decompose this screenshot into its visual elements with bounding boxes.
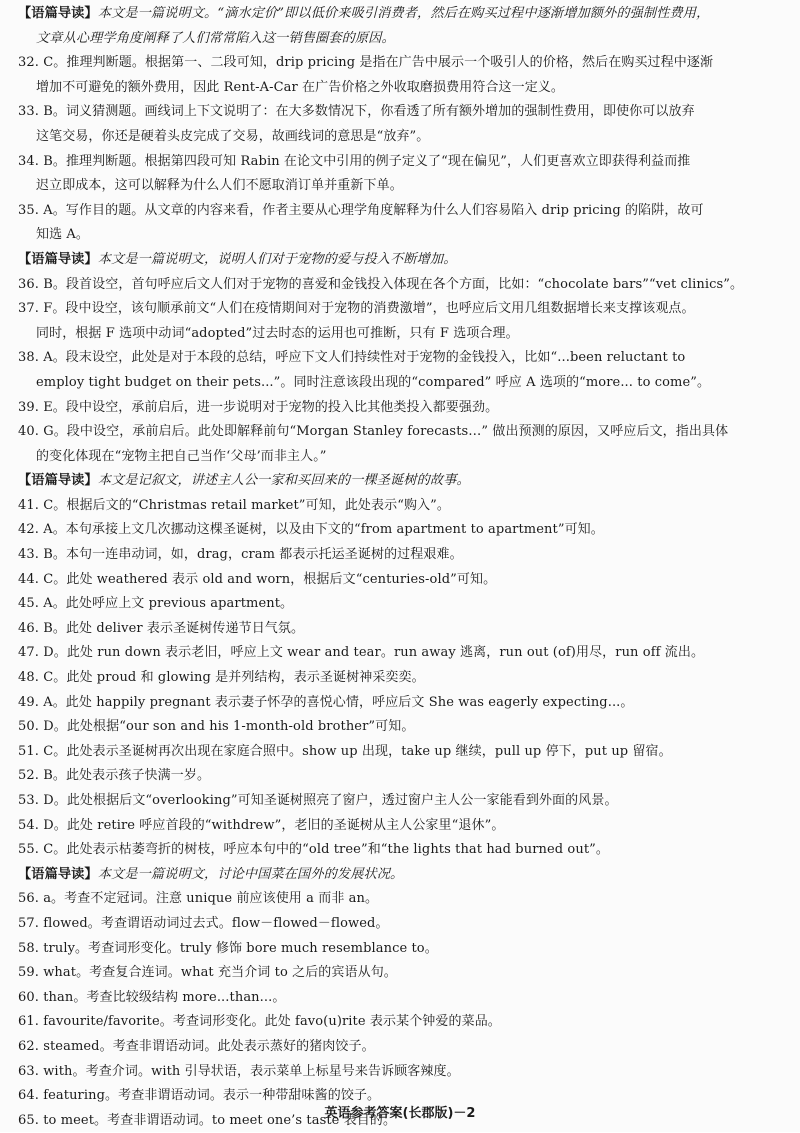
answer-item-line: 36. B。段首设空，首句呼应后文人们对于宠物的喜爱和金钱投入体现在各个方面，比如：“chocolate bars”“vet clinics”。 <box>18 276 744 292</box>
answer-item-line: 38. A。段末设空，此处是对于本段的总结，呼应下文人们持续性对于宠物的金钱投入，比如“...been reluctant to <box>18 350 686 366</box>
answer-continuation-line: 这笔交易，你还是硬着头皮完成了交易，故画线词的意思是“放弃”。 <box>36 128 430 144</box>
answer-item-line: 39. E。段中设空，承前启后，进一步说明对于宠物的投入比其他类投入都要强劲。 <box>18 399 499 415</box>
answer-item-line: 55. C。此处表示枯萎弯折的树枝，呼应本句中的“old tree”和“the lights that had burned out”。 <box>18 842 609 858</box>
answer-item-line: 58. truly。考查词形变化。truly 修饰 bore much resemblance to。 <box>18 940 438 956</box>
passage-guide-tag: 【语篇导读】 <box>18 473 98 489</box>
passage-guide-line <box>18 863 790 888</box>
page-footer: 英语参考答案(长郡版)－2 <box>324 1106 476 1121</box>
passage-guide-text: 本文是一篇说明文，讨论中国菜在国外的发展状况。 <box>97 866 404 882</box>
answer-item-line: 34. B。推理判断题。根据第四段可知 Rabin 在论文中引用的例子定义了“现在偏见”，人们更喜欢立即获得利益而推 <box>18 153 691 169</box>
passage-guide-line <box>18 248 790 273</box>
answer-item-line: 60. than。考查比较级结构 more...than...。 <box>18 989 286 1005</box>
answer-item-line: 52. B。此处表示孩子快满一岁。 <box>18 768 211 784</box>
answer-continuation-line: 文章从心理学角度阐释了人们常常陷入这一销售圈套的原因。 <box>36 30 395 46</box>
answer-item-line: 62. steamed。考查非谓语动词。此处表示蒸好的猪肉饺子。 <box>18 1038 375 1054</box>
answer-continuation-line: 迟立即成本，这可以解释为什么人们不愿取消订单并重新下单。 <box>36 178 403 194</box>
answer-item-line: 40. G。段中设空，承前启后。此处即解释前句“Morgan Stanley forecasts…” 做出预测的原因，又呼应后文，指出具体 <box>18 424 729 440</box>
answer-continuation-line: 知选 A。 <box>36 227 90 243</box>
passage-guide-tag: 【语篇导读】 <box>18 251 98 267</box>
answer-item-line: 48. C。此处 proud 和 glowing 是并列结构，表示圣诞树神采奕奕。 <box>18 670 425 686</box>
answer-item-line: 37. F。段中设空，该句顺承前文“人们在疫情期间对于宠物的消费激增”，也呼应后文用几组数据增长来支撑该观点。 <box>18 301 695 317</box>
passage-guide-line <box>18 2 790 27</box>
passage-guide-tag: 【语篇导读】 <box>18 6 98 21</box>
answer-item-line: 53. D。此处根据后文“overlooking”可知圣诞树照亮了窗户，透过窗户主人公一家能看到外面的风景。 <box>18 793 618 808</box>
answer-item-line: 65. to meet。考查非谓语动词。to meet one’s taste 表目的。 <box>18 1112 397 1128</box>
answer-item-line: 57. flowed。考查谓语动词过去式。flow－flowed－flowed。 <box>18 915 389 931</box>
answer-item-line: 33. B。词义猜测题。画线词上下文说明了：在大多数情况下，你看透了所有额外增加的强制性费用，即使你可以放弃 <box>18 104 695 120</box>
answer-item-line: 42. A。本句承接上文几次挪动这棵圣诞树，以及由下文的“from apartment to apartment”可知。 <box>18 522 604 538</box>
answer-item-line: 43. B。本句一连串动词，如，drag，cram 都表示托运圣诞树的过程艰难。 <box>18 547 463 563</box>
answer-item-line: 59. what。考查复合连词。what 充当介词 to 之后的宾语从句。 <box>18 965 397 981</box>
answer-item-line: 41. C。根据后文的“Christmas retail market”可知，此处表示“购入”。 <box>18 497 451 513</box>
answer-item-line: 61. favourite/favorite。考查词形变化。此处 favo(u)rite 表示某个钟爱的菜品。 <box>18 1014 501 1030</box>
answer-item-line: 46. B。此处 deliver 表示圣诞树传递节日气氛。 <box>18 620 305 636</box>
answer-continuation-line: 同时，根据 F 选项中动词“adopted”过去时态的运用也可推断，只有 F 选项合理。 <box>36 325 519 341</box>
answer-continuation-line: 增加不可避免的额外费用，因此 Rent-A-Car 在广告价格之外收取磨损费用符合这一定义。 <box>36 79 565 95</box>
answer-item-line: 32. C。推理判断题。根据第一、二段可知，drip pricing 是指在广告中展示一个吸引人的价格，然后在购买过程中逐渐 <box>18 55 714 71</box>
answer-item-line: 64. featuring。考查非谓语动词。表示一种带甜味酱的饺子。 <box>18 1088 381 1104</box>
answer-item-line: 47. D。此处 run down 表示老旧，呼应上文 wear and tear。run away 逃离，run out (of)用尽，run off 流出。 <box>18 645 705 661</box>
answer-item-line: 49. A。此处 happily pregnant 表示妻子怀孕的喜悦心情，呼应后文 She was eagerly expecting...。 <box>18 694 634 710</box>
passage-guide-line <box>18 469 790 494</box>
passage-guide-text: 本文是一篇说明文。“滴水定价”即以低价来吸引消费者，然后在购买过程中逐渐增加额外的强制性费用， <box>97 6 710 21</box>
passage-guide-text: 本文是记叙文，讲述主人公一家和买回来的一棵圣诞树的故事。 <box>97 473 470 489</box>
answer-item-line: 54. D。此处 retire 呼应首段的“withdrew”，老旧的圣诞树从主人公家里“退休”。 <box>18 817 505 833</box>
answer-continuation-line: employ tight budget on their pets...”。同时注意该段出现的“compared” 呼应 A 选项的“more... to come”。 <box>36 374 711 390</box>
answer-item-line: 51. C。此处表示圣诞树再次出现在家庭合照中。show up 出现，take up 继续，pull up 停下，put up 留宿。 <box>18 743 672 759</box>
answer-item-line: 56. a。考查不定冠词。注意 unique 前应该使用 a 而非 an。 <box>18 891 379 907</box>
answer-continuation-line: 的变化体现在“宠物主把自己当作‘父母’而非主人。” <box>36 448 327 464</box>
passage-guide-text: 本文是一篇说明文，说明人们对于宠物的爱与投入不断增加。 <box>97 251 457 267</box>
answer-item-line: 50. D。此处根据“our son and his 1-month-old brother”可知。 <box>18 719 415 735</box>
answer-item-line: 44. C。此处 weathered 表示 old and worn，根据后文“centuries-old”可知。 <box>18 571 497 587</box>
answer-item-line: 63. with。考查介词。with 引导状语，表示菜单上标星号来告诉顾客辣度。 <box>18 1063 460 1079</box>
answer-lines <box>18 2 790 1133</box>
answer-item-line: 45. A。此处呼应上文 previous apartment。 <box>18 596 294 612</box>
answer-item-line: 35. A。写作目的题。从文章的内容来看，作者主要从心理学角度解释为什么人们容易陷入 drip pricing 的陷阱，故可 <box>18 202 704 218</box>
passage-guide-tag: 【语篇导读】 <box>18 866 98 882</box>
